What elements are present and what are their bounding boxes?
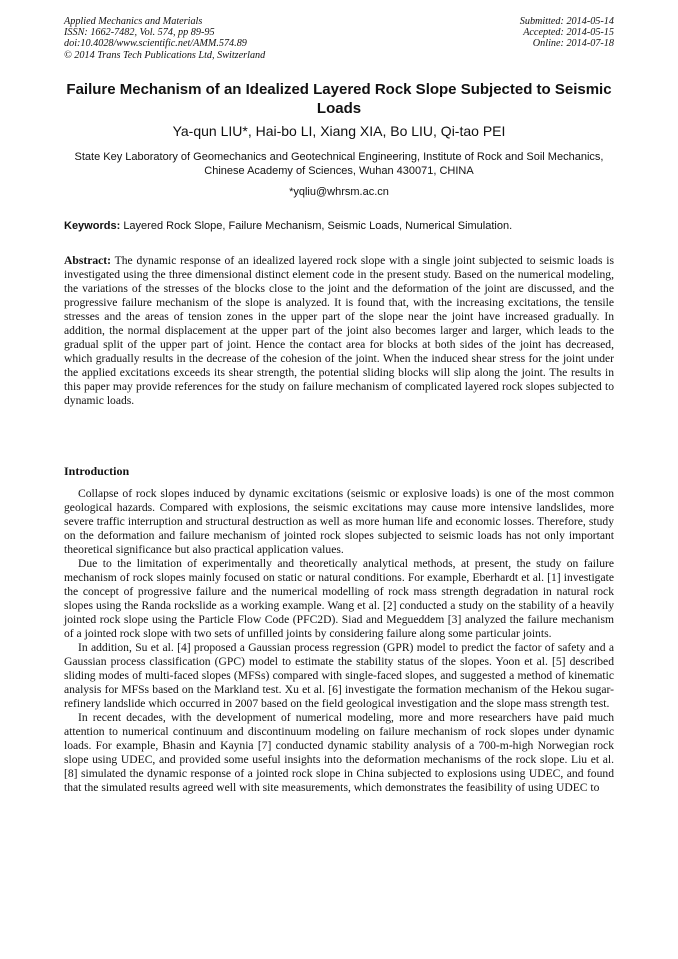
abstract-label: Abstract: (64, 254, 112, 267)
contact-email: *yqliu@whrsm.ac.cn (289, 186, 389, 198)
issn-line: ISSN: 1662-7482, Vol. 574, pp 89-95 (64, 27, 215, 39)
copyright-line: © 2014 Trans Tech Publications Ltd, Switzerland (64, 49, 266, 61)
dates-header (520, 16, 614, 50)
paper-title: Failure Mechanism of an Idealized Layered Rock Slope Subjected to Seismic Loads (66, 81, 612, 117)
online-date: Online: 2014-07-18 (532, 38, 614, 50)
doi-line: doi:10.4028/www.scientific.net/AMM.574.89 (64, 38, 247, 50)
intro-paragraph: Due to the limitation of experimentally and theoretically analytical methods, at present, the study on failure mechanism of rock slopes mainly focused on static or natural conditions. For example, Eberhardt et al. [1] investigate the concept of progressive failure and the numerical modelling of rock mass strength degradation in natural rock slopes using the Randa rockslide as a working example. Wang et al. [2] conducted a study on the stability of a heavily jointed rock slope using the Particle Flow Code (PFC2D). Siad and Megueddem [3] analyzed the failure mechanism of a jointed rock slope with two sets of unfilled joints by considering failure along some particular joints. (64, 557, 614, 640)
section-heading-introduction: Introduction (64, 464, 130, 478)
submitted-date: Submitted: 2014-05-14 (519, 16, 614, 27)
keywords-line (64, 219, 614, 233)
abstract-text: The dynamic response of an idealized layered rock slope with a single joint subjected to seismic loads is investigated using the three dimensional distinct element code in the present study. Based on the numerical modeling, the variations of the stresses of the blocks close to the joint and the deformation of the joint are discussed, and the progressive failure mechanism of the slope is analyzed. It is found that, with the increasing excitations, the tensile stresses and the areas of tension zones in the upper part of the slope near the joint have increased gradually. In addition, the normal displacement at the upper part of the joint also becomes larger and larger, which leads to the gradual split of the upper part of joint. Hence the contact area for blocks at both sides of the joint has decreased, which gradually results in the decrease of the cohesion of the joint. When the induced shear stress for the joint under the applied excitations exceeds its shear strength, the potential sliding blocks will slip along the joint. The results in this paper may provide references for the study on failure mechanism of complicated layered rock slopes subjected to dynamic loads. (64, 254, 614, 407)
affiliation: State Key Laboratory of Geomechanics and Geotechnical Engineering, Institute of Rock and Soil Mechanics, Chinese Academy of Sciences, Wuhan 430071, CHINA (74, 151, 604, 177)
intro-paragraph: In recent decades, with the development of numerical modeling, more and more researchers have paid much attention to numerical continuum and discontinuum modeling on failure mechanism of rock slopes under dynamic loads. For example, Bhasin and Kaynia [7] conducted dynamic stability analysis of a 700-m-high Norwegian rock slope using UDEC, and provided some useful insights into the deformation mechanisms of the rock slope. Liu et al. [8] simulated the dynamic response of a jointed rock slope in China subjected to explosions using UDEC, and found that the simulated results agreed well with site measurements, which demonstrates the feasibility of using UDEC to (64, 711, 614, 794)
keywords-text: Layered Rock Slope, Failure Mechanism, Seismic Loads, Numerical Simulation. (123, 220, 513, 232)
intro-paragraph: In addition, Su et al. [4] proposed a Gaussian process regression (GPR) model to predict the factor of safety and a Gaussian process classification (GPC) model to estimate the stability status of the slopes. Yoon et al. [5] described sliding modes of multi-faced slopes (MFSs) compared with single-faced slopes, and suggested a method of kinematic analysis for MFSs based on the Markland test. Xu et al. [6] investigate the formation mechanism of the Hekou sugar-refinery landslide which occurred in 2007 based on the field geological investigation and the slope mass strength test. (64, 641, 614, 710)
intro-paragraph: Collapse of rock slopes induced by dynamic excitations (seismic or explosive loads) is one of the most common geological hazards. Compared with explosions, the seismic excitations may cause more intensive landslides, more severe traffic interruption and structural destruction as well as more human life and economic losses. Therefore, study on the deformation and failure mechanism of jointed rock slopes subjected to seismic loads has not only important theoretical significance but also practical application values. (64, 487, 614, 556)
journal-header (64, 16, 265, 61)
author-list: Ya-qun LIU*, Hai-bo LI, Xiang XIA, Bo LIU, Qi-tao PEI (172, 123, 506, 139)
keywords-label: Keywords: (64, 220, 121, 232)
accepted-date: Accepted: 2014-05-15 (523, 27, 614, 39)
introduction-body (64, 487, 614, 795)
abstract-block (64, 254, 614, 408)
journal-name: Applied Mechanics and Materials (64, 16, 203, 27)
